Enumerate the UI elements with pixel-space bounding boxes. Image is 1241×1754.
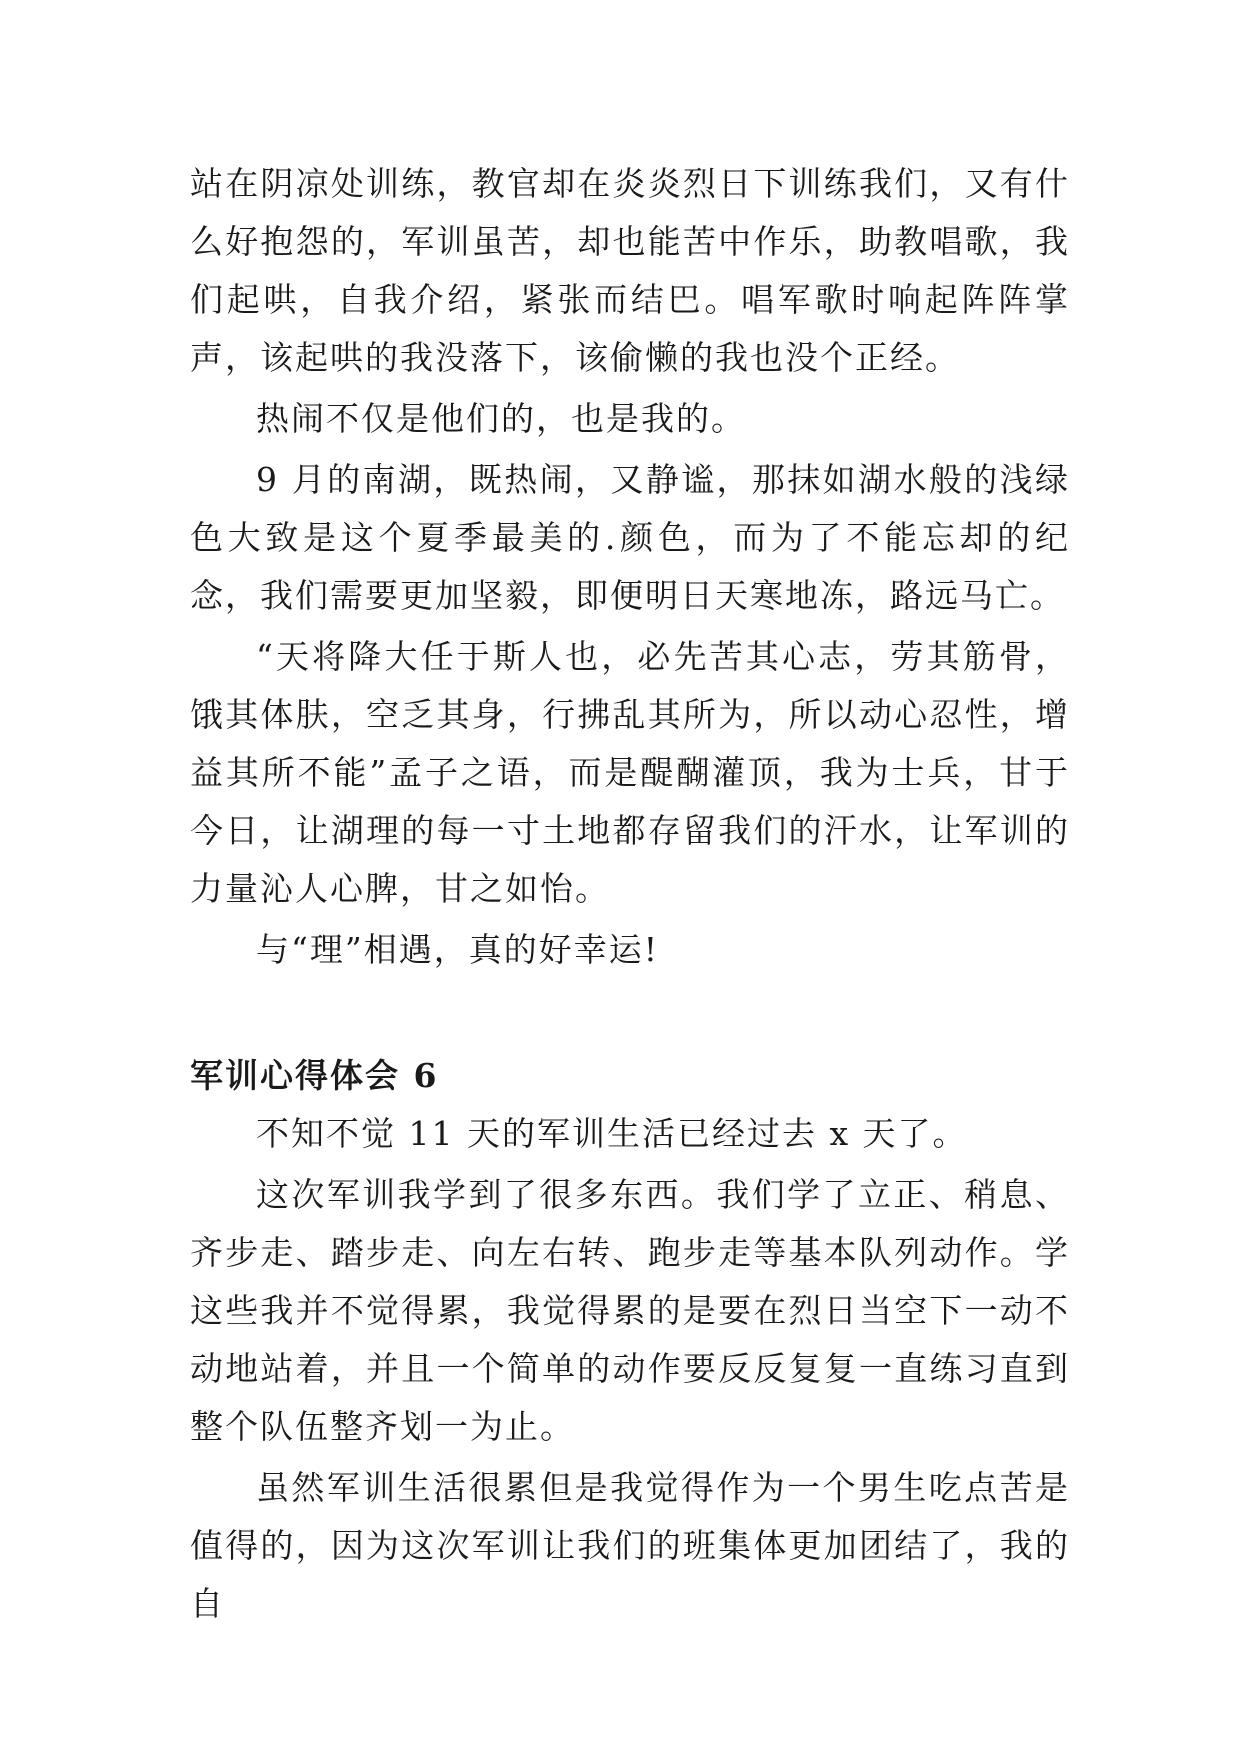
- paragraph: 9 月的南湖，既热闹，又静谧，那抹如湖水般的浅绿色大致是这个夏季最美的.颜色，而为了不能忘却的纪念，我们需要更加坚毅，即便明日天寒地冻，路远马亡。: [190, 460, 1070, 615]
- paragraph: 与“理”相遇，真的好幸运!: [256, 930, 660, 969]
- paragraph: 热闹不仅是他们的，也是我的。: [256, 399, 746, 438]
- paragraph: 这次军训我学到了很多东西。我们学了立正、稍息、齐步走、踏步走、向左右转、跑步走等基本队列动作。学这些我并不觉得累，我觉得累的是要在烈日当空下一动不动地站着，并且一个简单的动作要反反复复一直练习直到整个队伍整齐划一为止。: [190, 1175, 1070, 1446]
- paragraph: 虽然军训生活很累但是我觉得作为一个男生吃点苦是值得的，因为这次军训让我们的班集体更加团结了，我的自: [190, 1468, 1070, 1623]
- paragraph: 不知不觉 11 天的军训生活已经过去 x 天了。: [256, 1114, 968, 1153]
- section-heading: 军训心得体会 6: [190, 1056, 439, 1095]
- paragraph: 站在阴凉处训练，教官却在炎炎烈日下训练我们，又有什么好抱怨的，军训虽苦，却也能苦中作乐，助教唱歌，我们起哄，自我介绍，紧张而结巴。唱军歌时响起阵阵掌声，该起哄的我没落下，该偷懒的我也没个正经。: [190, 164, 1070, 377]
- paragraph: “天将降大任于斯人也，必先苦其心志，劳其筋骨，饿其体肤，空乏其身，行拂乱其所为，所以动心忍性，增益其所不能”孟子之语，而是醍醐灌顶，我为士兵，甘于今日，让湖理的每一寸土地都存留我们的汗水，让军训的力量沁人心脾，甘之如怡。: [190, 637, 1070, 908]
- document-body: [190, 155, 1070, 1633]
